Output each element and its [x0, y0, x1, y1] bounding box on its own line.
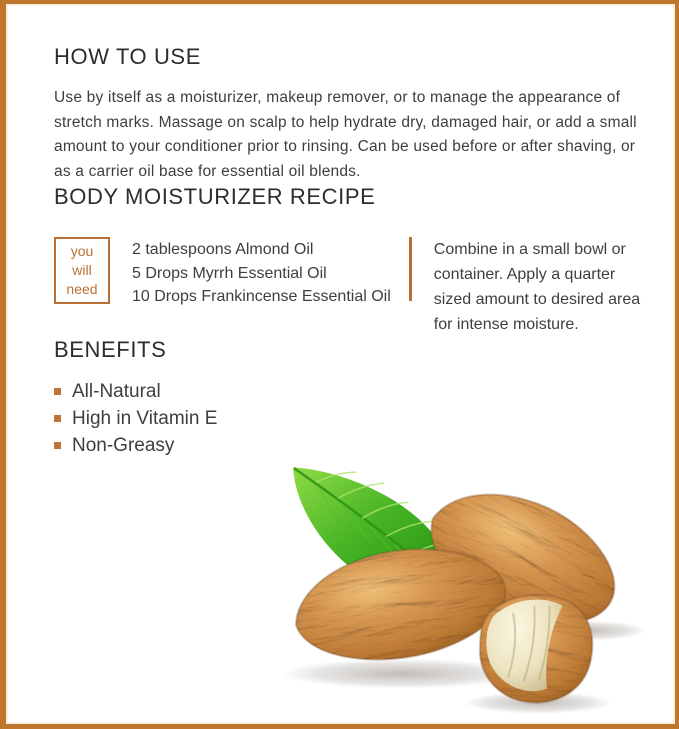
benefit-item [54, 405, 641, 432]
almonds-with-leaf-illustration [284, 452, 679, 729]
how-to-use-text: Use by itself as a moisturizer, makeup remover, or to manage the appearance of stretch marks. Massage on scalp to help hydrate dry, damaged hair, or add a small amount to your conditioner prior to rinsing. Can be used before or after shaving, or as a carrier oil base for essential oil blends. [54, 89, 637, 180]
badge-line: you [70, 243, 94, 259]
almonds-photo [284, 452, 679, 729]
recipe-heading: BODY MOISTURIZER RECIPE [54, 184, 376, 209]
ingredient-list [132, 237, 391, 309]
you-will-need-badge [54, 237, 110, 304]
benefit-label: High in Vitamin E [72, 408, 218, 429]
how-to-use-heading: HOW TO USE [54, 44, 201, 69]
benefit-item [54, 378, 641, 405]
benefit-label: Non-Greasy [72, 435, 175, 456]
benefits-heading: BENEFITS [54, 337, 167, 362]
vertical-divider [409, 237, 412, 301]
bullet-square-icon [54, 442, 61, 449]
badge-line: need [66, 281, 98, 297]
ingredient-item: 2 tablespoons Almond Oil [132, 241, 314, 258]
benefits-list [54, 378, 641, 459]
panel-content [6, 4, 675, 459]
bullet-square-icon [54, 415, 61, 422]
recipe-row [54, 237, 641, 337]
badge-line: will [72, 262, 92, 278]
ingredient-item: 10 Drops Frankincense Essential Oil [132, 288, 391, 305]
bullet-square-icon [54, 388, 61, 395]
ingredient-item: 5 Drops Myrrh Essential Oil [132, 264, 327, 282]
recipe-instructions: Combine in a small bowl or container. Apply a quarter sized amount to desired area for intense moisture. [433, 241, 641, 333]
benefit-label: All-Natural [72, 381, 161, 402]
